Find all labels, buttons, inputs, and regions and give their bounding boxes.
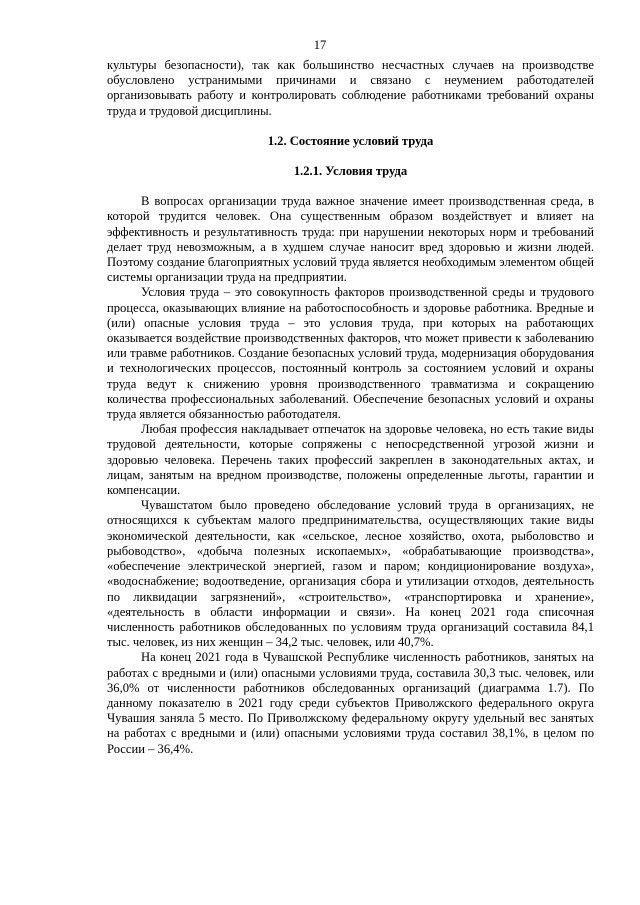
paragraph: Чувашстатом было проведено обследование условий труда в организациях, не относящихся к субъектам малого предпринимательства, осуществляющих такие виды экономической деятельности, как «сельское, лесное хозяйство, охота, рыболовство и рыбоводство», «добыча полезных ископаемых», «обрабатывающие производства», «обеспечение электрической энергией, газом и паром; кондиционирование воздуха», «водоснабжение; водоотведение, организация сбора и утилизации отходов, деятельность по ликвидации загрязнений», «строительство», «транспортировка и хранение», «деятельность в области информации и связи». На конец 2021 года списочная численность работников обследованных по условиям труда организаций составила 84,1 тыс. человек, из них женщин – 34,2 тыс. человек, или 40,7%. <box>107 498 594 650</box>
paragraph: На конец 2021 года в Чувашской Республике численность работников, занятых на работах с вредными и (или) опасными условиями труда, составила 30,3 тыс. человек, или 36,0% от численности работников обследованных организаций (диаграмма 1.7). По данному показателю в 2021 году среди субъектов Приволжского федерального округа Чувашия заняла 5 место. По Приволжскому федеральному округу удельный вес занятых на работах с вредными и (или) опасными условиями труда составил 38,1%, в целом по России – 36,4%. <box>107 650 594 756</box>
section-heading: 1.2. Состояние условий труда <box>267 133 434 148</box>
paragraph: Любая профессия накладывает отпечаток на здоровье человека, но есть такие виды трудовой деятельности, которые сопряжены с непосредственной угрозой жизни и здоровью человека. Перечень таких профессий закреплен в законодательных актах, и лицам, занятым на вредном производстве, положены определенные льготы, гарантии и компенсации. <box>107 422 594 498</box>
subsection-heading: 1.2.1. Условия труда <box>293 164 408 179</box>
paragraph: Условия труда – это совокупность факторов производственной среды и трудового процесса, оказывающих влияние на работоспособность и здоровье работника. Вредные и (или) опасные условия труда – это условия труда, при которых на работающих оказывается воздействие производственных факторов, что может привести к заболеванию или травме работников. Создание безопасных условий труда, модернизация оборудования и технологических процессов, постоянный контроль за состоянием условий и охраны труда ведут к снижению уровня производственного травматизма и сокращению количества профессиональных заболеваний. Обеспечение безопасных условий и охраны труда является обязанностью работодателя. <box>107 285 594 422</box>
paragraph: В вопросах организации труда важное значение имеет производственная среда, в которой трудится человек. Она существенным образом воздействует и влияет на эффективность и результативность труда: при нарушении некоторых норм и требований делает труд невозможным, а в худшем случае наносит вред здоровью и жизни людей. Поэтому создание благоприятных условий труда является необходимым элементом общей системы организации труда на предприятии. <box>107 194 594 285</box>
page-number: 17 <box>313 38 327 52</box>
page-content <box>107 58 594 757</box>
paragraph-continuation: культуры безопасности), так как большинство несчастных случаев на производстве обусловлено устранимыми причинами и связано с неумением работодателей организовывать работу и контролировать соблюдение работниками требований охраны труда и трудовой дисциплины. <box>107 58 594 118</box>
